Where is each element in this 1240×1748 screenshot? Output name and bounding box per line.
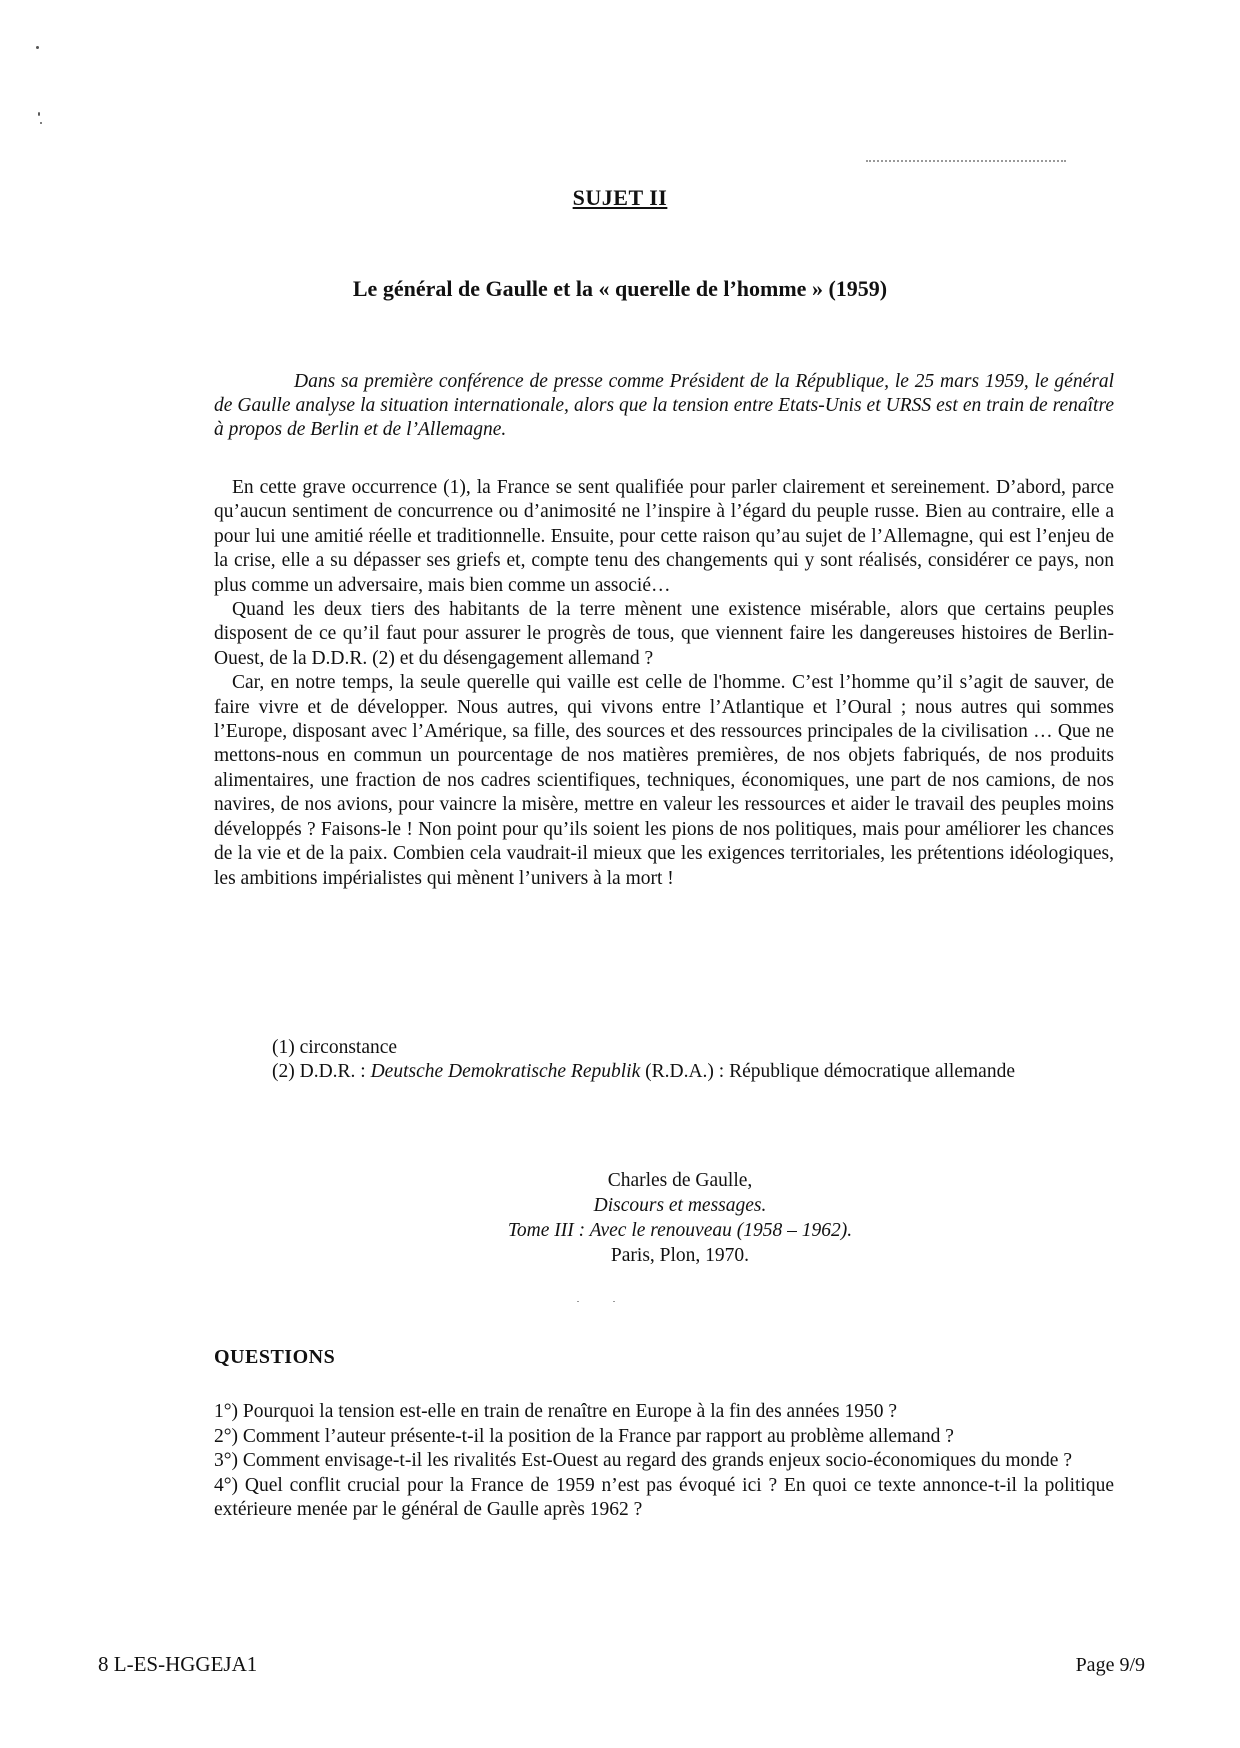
exam-code: 8 L-ES-HGGEJA1: [98, 1652, 258, 1676]
question-item: 2°) Comment l’auteur présente-t-il la position de la France par rapport au problème allemand ?: [214, 1425, 954, 1447]
scan-speck: [38, 112, 40, 116]
scan-dots: [576, 1300, 616, 1302]
question-item: 3°) Comment envisage-t-il les rivalités Est-Ouest au regard des grands enjeux socio-économiques du monde ?: [214, 1450, 1072, 1472]
footnote-2: [272, 1060, 1114, 1084]
sujet-heading: SUJET II: [572, 185, 668, 210]
footnote-1: (1) circonstance: [272, 1037, 398, 1058]
questions-list: [214, 1400, 1114, 1523]
source-citation: [400, 1168, 960, 1268]
text-body: [214, 476, 1114, 891]
body-paragraph: Quand les deux tiers des habitants de la terre mènent une existence misérable, alors que certains peuples disposent de ce qu’il faut pour assurer le progrès de tous, que viennent faire les dangereuses histoires de Berlin-Ouest, de la D.D.R. (2) et du désengagement allemand ?: [214, 599, 1114, 669]
footnote-2-italic: Deutsche Demokratische Republik: [370, 1061, 641, 1082]
question-item: 1°) Pourquoi la tension est-elle en train de renaître en Europe à la fin des années 1950 ?: [214, 1401, 898, 1422]
source-volume: Tome III : Avec le renouveau (1958 – 1962).: [507, 1220, 853, 1241]
intro-paragraph: Dans sa première conférence de presse comme Président de la République, le 25 mars 1959, le général de Gaulle analyse la situation internationale, alors que la tension entre Etats-Unis et URSS est en train de renaître à propos de Berlin et de l’Allemagne.: [214, 371, 1114, 440]
question-item: 4°) Quel conflit crucial pour la France de 1959 n’est pas évoqué ici ? En quoi ce texte annonce-t-il la politique extérieure menée par le général de Gaulle après 1962 ?: [214, 1474, 1114, 1521]
body-paragraph: Car, en notre temps, la seule querelle qui vaille est celle de l'homme. C’est l’homme qu’il s’agit de sauver, de faire vivre et de développer. Nous autres, qui vivons entre l’Atlantique et l’Oural ; nous autres qui sommes l’Europe, disposant avec l’Amérique, sa fille, des sources et des ressources principales de la civilisation … Que ne mettons-nous en commun un pourcentage de nos matières premières, de nos objets fabriqués, de nos produits alimentaires, une fraction de nos cadres scientifiques, techniques, économiques, une part de nos camions, de nos navires, de nos avions, pour vaincre la misère, mettre en valeur les ressources et aider le travail des peuples moins développés ? Faisons-le ! Non point pour qu’ils soient les pions de nos politiques, mais pour améliorer les chances de la vie et de la paix. Combien cela vaudrait-il mieux que les exigences territoriales, les prétentions idéologiques, les ambitions impérialistes qui mènent l’univers à la mort !: [214, 672, 1114, 889]
source-publisher: Paris, Plon, 1970.: [610, 1245, 750, 1266]
scan-dots: [866, 160, 1066, 166]
scan-speck: [36, 46, 39, 49]
scan-speck: [40, 122, 42, 124]
source-author: Charles de Gaulle,: [607, 1170, 753, 1191]
source-work: Discours et messages.: [593, 1195, 767, 1216]
body-paragraph: En cette grave occurrence (1), la France se sent qualifiée pour parler clairement et sereinement. D’abord, parce qu’aucun sentiment de concurrence ou d’animosité ne l’inspire à l’égard du peuple russe. Bien au contraire, elle a pour lui une amitié réelle et traditionnelle. Ensuite, pour cette raison qu’au sujet de l’Allemagne, qui est l’enjeu de la crise, elle a su dépasser ses griefs et, compte tenu des changements qui y sont réalisés, considérer ce pays, non plus comme un adversaire, mais bien comme un associé…: [214, 477, 1114, 596]
footnotes: [272, 1036, 1114, 1084]
questions-heading: QUESTIONS: [214, 1346, 336, 1368]
footnote-2-suffix: (R.D.A.) : République démocratique allemande: [640, 1061, 1015, 1082]
page-number: Page 9/9: [1075, 1654, 1145, 1676]
footnote-2-prefix: (2) D.D.R. :: [272, 1061, 371, 1082]
document-title: Le général de Gaulle et la « querelle de l’homme » (1959): [352, 276, 888, 301]
